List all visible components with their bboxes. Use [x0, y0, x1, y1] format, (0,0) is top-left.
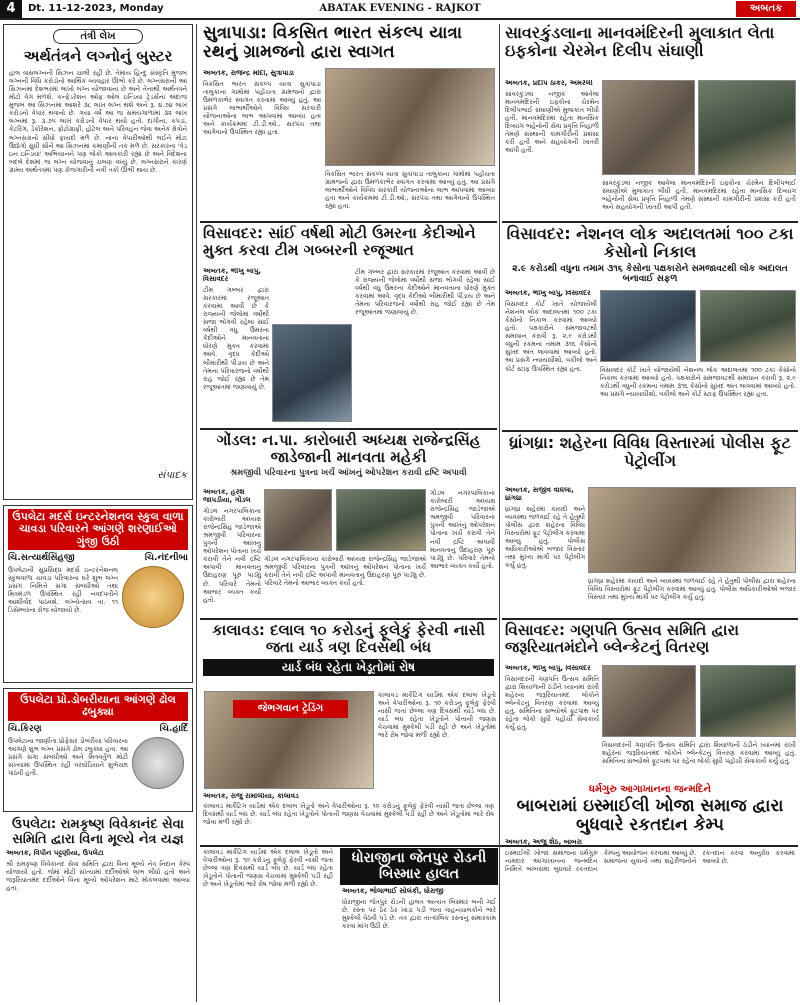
column-divider [499, 24, 500, 804]
lok-adalat-article [502, 224, 798, 428]
babra-kicker: ધર્મગુરુ આગાખાનના જન્મદિને [589, 784, 711, 795]
babra-byline: અબતક, અજુ શેઠ, બાબરા [505, 838, 582, 847]
kalavad-subtitle: યાર્ડ બંધ રહેતા ખેડૂતોમાં રોષ [203, 659, 494, 676]
editorial-box [3, 24, 193, 500]
visavadar-blanket-byline: અબતક, ભીખુ બાપુ, વિસાવદર [505, 665, 591, 672]
wedding-ad-1-body: ઉપલેટાની સુપ્રસિદ્ધ મદર્સ ઇન્ટરનેશનલ સ્કુલવાળા ચાવડા પરિવારના ઘરે શુભ લગ્ન પ્રસંગ નિમિત્તે સગા સંબંધીઓ તથા મિત્રમંડળ ઉપસ્થિત રહી નવદંપતીને આશીર્વાદ પાઠવશે. લગ્નોત્સવ તા. ૧૧ ડિસેમ્બરના રોજ યોજાયો છે. [8, 566, 118, 615]
lok-adalat-byline: અબતક, ભીખુ બાપુ, વિસાવદર [505, 290, 591, 297]
visavadar-prisoners-article [200, 224, 497, 426]
gondal-body: ગોંડલ નગરપાલિકાના કારોબારી અધ્યક્ષ રાજેન્દ્રસિંહ જાડેજાએ શ્રમજીવી પરિવારના પુત્રની આંખનું ઓપરેશન પોતાના ખર્ચે કરાવી તેને નવી દ્રષ્ટિ અપાવી માનવતાનું ઉદાહરણ પૂરું પાડ્યું છે. પરિવારે તેમનો આભાર વ્યક્ત કર્યો હતો. [203, 506, 261, 604]
wedding-ad-2-bride: ચિ.હાર્દિ [159, 723, 188, 734]
savarkundla-body-continued: સાવરકુંડલા નજીક આવેલા માનવમંદિરની ઇફ્કોના ચેરમેન દિલીપભાઈ સંઘાણીએ મુલાકાત લીધી હતી. માનવમંદિરમાં રહેતા માનસિક દિવ્યાંગ બહેનોની સેવા પ્રવૃત્તિ નિહાળી તેમણે સંસ્થાની કામગીરીની પ્રશંસા કરી હતી અને સહયોગની ખાતરી આપી હતી. [602, 179, 796, 212]
eye-camp-body: શ્રી રામકૃષ્ણ વિવેકાનંદ સેવા સમિતિ દ્વારા વિના મૂલ્યે નેત્ર નિદાન કેમ્પ યોજાયો હતો. જેમાં મોટી સંખ્યામાં દર્દીઓએ લાભ લીધો હતો અને જરૂરિયાતમંદ દર્દીઓને વિના મૂલ્યે ઓપરેશન માટે મોકલવામાં આવ્યા હતા. [6, 859, 190, 893]
sutrapada-article [200, 22, 497, 220]
editorial-signature: સંપાદક [157, 469, 187, 481]
lok-adalat-photo-2 [700, 290, 796, 362]
wedding-ad-2-body: ઉપલેટાના જાણીતા પ્રોફેસર ડોબરીયા પરિવારના આંગણે શુભ લગ્ન પ્રસંગે ઢોલ ઢબુક્યા હતા. આ પ્રસંગે સગા સંબંધીઓ અને મિત્રવર્તુળ મોટી સંખ્યામાં ઉપસ્થિત રહી વરઘોડિયાને શુભેચ્છા પાઠવી હતી. [8, 736, 128, 778]
sutrapada-photo [325, 68, 495, 166]
wedding-ad-1 [3, 505, 193, 683]
kalavad-body: કાલાવડ માર્કેટિંગ યાર્ડમાં એક દલાલ ખેડૂતો અને વેપારીઓના રૂ. ૧૦ કરોડનું ફૂલેકું ફેરવી નાસી જતા છેલ્લા ત્રણ દિવસથી યાર્ડ બંધ છે. યાર્ડ બંધ રહેતા ખેડૂતોને પોતાની જણસ વેચવામાં મુશ્કેલી પડી રહી છે અને ખેડૂતોમાં ભારે રોષ જોવા મળી રહ્યો છે. [378, 691, 496, 740]
kalavad-body-continued: કાલાવડ માર્કેટિંગ યાર્ડમાં એક દલાલ ખેડૂતો અને વેપારીઓના રૂ. ૧૦ કરોડનું ફૂલેકું ફેરવી નાસી જતા છેલ્લા ત્રણ દિવસથી યાર્ડ બંધ છે. યાર્ડ બંધ રહેતા ખેડૂતોને પોતાની જણસ વેચવામાં મુશ્કેલી પડી રહી છે અને ખેડૂતોમાં ભારે રોષ જોવા મળી રહ્યો છે. [203, 801, 494, 827]
editorial-kicker: તંત્રી લેખ [53, 29, 143, 44]
wedding-ad-2 [3, 688, 193, 812]
savarkundla-photo-1 [602, 80, 695, 175]
ganesha-icon [132, 737, 184, 789]
visavadar-prisoners-title: વિસાવદર: સાંઈ વર્ષથી મોટી ઉંમરના કેદીઓને મુક્ત કરવા ટીમ ગબ્બરની રજૂઆત [203, 224, 476, 259]
wedding-ad-1-groom: ચિ.સત્યાર્થસિંહજી [8, 552, 75, 563]
dhoraji-title: ધોરાજીના જેતપુર રોડની બિસ્માર હાલત [340, 848, 498, 885]
kalavad-body-lower-text: કાલાવડ માર્કેટિંગ યાર્ડમાં એક દલાલ ખેડૂતો અને વેપારીઓના રૂ. ૧૦ કરોડનું ફૂલેકું ફેરવી નાસી જતા છેલ્લા ત્રણ દિવસથી યાર્ડ બંધ છે. યાર્ડ બંધ રહેતા ખેડૂતોને પોતાની જણસ વેચવામાં મુશ્કેલી પડી રહી છે અને ખેડૂતોમાં ભારે રોષ જોવા મળી રહ્યો છે. [203, 848, 333, 889]
dhrangadhra-body: ધ્રાંગધ્રા શહેરમાં કાયદો અને વ્યવસ્થા જળવાઈ રહે તે હેતુથી પોલીસ દ્વારા શહેરના વિવિધ વિસ્તારોમાં ફૂટ પેટ્રોલીંગ કરવામાં આવ્યું હતું. પોલીસ અધિકારીઓએ બજાર વિસ્તાર તથા મુખ્ય માર્ગો પર પેટ્રોલીંગ કર્યું હતું. [505, 504, 585, 570]
visavadar-blanket-body-continued: વિસાવદરની ગણપતિ ઉત્સવ સમિતિ દ્વારા શિયાળાની ઠંડીને ધ્યાનમાં રાખી શહેરના જરૂરિયાતમંદ લોકોને બ્લેન્કેટનું વિતરણ કરવામાં આવ્યું હતું. સમિતિના સભ્યોએ ફૂટપાથ પર રહેતા લોકો સુધી પહોંચી સેવાકાર્ય કર્યું હતું. [602, 741, 796, 766]
lok-adalat-photo-1 [600, 290, 696, 362]
babra-body: ઇસ્માઈલી ખોજા સમાજના ધર્મગુરુ નામદાર આગાખાનના જન્મદિન નિમિત્તે બાબરામાં બુધવારે રકતદાન કેમ્પનું આયોજન કરવામાં આવ્યું છે. સમાજના યુવાનો તથા શહેરીજનોને રકતદાન કરવા અનુરોધ કરવામાં આવ્યો છે. [505, 849, 795, 874]
sutrapada-byline: અબતક, રાજેન્દ્ર મોદી, સુત્રાપાડા [203, 70, 294, 77]
blanket-photo-1 [602, 665, 696, 737]
visavadar-blanket-article [502, 621, 798, 781]
page-date: Dt. 11-12-2023, Monday [28, 3, 164, 14]
visavadar-blanket-title: વિસાવદર: ગણપતિ ઉત્સવ સમિતિ દ્વારા જરૂરિયાતમંદોને બ્લેન્કેટનું વિતરણ [505, 621, 739, 656]
wedding-ad-2-title: ઉપલેટા પ્રો.ડોબરીયાના આંગણે ઢોલ ઢબુક્યા [8, 692, 188, 721]
dhoraji-byline: અબતક, ભોલાભાઈ સોલંકી, ધોરાજી [342, 887, 444, 896]
page-header [0, 0, 800, 20]
sutrapada-body: વિકસિત ભારત સંકલ્પ યાત્રા સુત્રાપાડા તાલુકાના ગામોમાં પહોંચતા ગ્રામજનો દ્વારા ઉમળકાભેર સ્વાગત કરવામાં આવ્યું હતું. આ પ્રસંગે લાભાર્થીઓને વિવિધ સરકારી યોજનાઓના લાભ આપવામાં આવ્યા હતા અને કાર્યક્રમમાં ટી.ડી.ઓ., સરપંચ તથા આગેવાનો ઉપસ્થિત રહ્યા હતા. [203, 79, 321, 137]
savarkundla-body: સાવરકુંડલા નજીક આવેલા માનવમંદિરની ઇફ્કોના ચેરમેન દિલીપભાઈ સંઘાણીએ મુલાકાત લીધી હતી. માનવમંદિરમાં રહેતા માનસિક દિવ્યાંગ બહેનોની સેવા પ્રવૃત્તિ નિહાળી તેમણે સંસ્થાની કામગીરીની પ્રશંસા કરી હતી અને સહયોગની ખાતરી આપી હતી. [505, 89, 599, 155]
savarkundla-title: સાવરકુંડલાના માનવમંદિરની મુલાકાત લેતા ઇફ્કોના ચેરમેન દિલીપ સંઘાણી [505, 23, 775, 60]
babra-title: બાબરામાં ઇસ્માઈલી ખોજા સમાજ દ્વારા બુધવારે રકતદાન કેમ્પ [516, 796, 784, 836]
visavadar-prisoners-body: ટીમ ગબ્બર દ્વારા સરકારમાં રજૂઆત કરવામાં આવી છે કે રાજ્યની જેલોમાં વર્ષોથી સજા ભોગવી રહેલા સાંઈ વર્ષથી વધુ ઉંમરના કેદીઓને માનવતાના ધોરણે મુક્ત કરવામાં આવે. વૃદ્ધ કેદીઓ બીમારીથી પીડાય છે અને તેમના પરિવારજનો વર્ષોથી રાહ જોઈ રહ્યા છે તેમ રજૂઆતમાં જણાવાયું છે. [203, 285, 269, 391]
gondal-subtitle: શ્રમજીવી પરિવારના પુત્રના ખર્ચે આંખનું ઓપરેશન કરાવી દ્રષ્ટિ અપાવી [230, 467, 467, 478]
lok-adalat-title: વિસાવદર: નેશનલ લોક અદાલતમાં ૧૦૦ ટકા કેસોનો નિકાલ [506, 224, 794, 261]
shop-sign: જેભગવાન ટ્રેડિંગ [233, 700, 348, 718]
column-divider [196, 24, 197, 1002]
savarkundla-photo-2 [698, 80, 796, 175]
editorial-body: હાલ વાસલગ્નની સિઝન ચાલી રહી છે. તેમાંય હિન્દુ સંસ્કૃતિ મુજબ લગ્નની વિધિ કરોડોનો આર્થિક વ્યવહાર ઊભો કરે છે. લગ્નસરાની આ સિઝનમાં દેશભરમાં લાખો લગ્ન યોજાવાના છે અને તેનાથી અર્થતંત્રને મોટો વેગ મળશે. કન્ફેડરેશન ઓફ ઓલ ઇન્ડિયા ટ્રેડર્સના અંદાજ મુજબ આ સિઝનમાં આશરે ૩૮ લાખ લગ્ન થશે અને રૂ. ૪.૭૪ લાખ કરોડનો વેપાર થવાનો છે. ગયા વર્ષે આ જ સમયગાળામાં ૩૨ લાખ લગ્નમાં રૂ. ૩.૭૫ લાખ કરોડનો વેપાર થયો હતો. દાગીના, કપડાં, કેટરિંગ, ડેકોરેશન, ફોટોગ્રાફી, હોટેલ અને પરિવહન જેવા અનેક ક્ષેત્રોને લગ્નસરાનો સીધો ફાયદો મળે છે. નાના વેપારીઓથી લઈને મોટા ઉદ્યોગો સુધી સૌને આ સિઝનમાં કમાણીની તક મળે છે. સરકારના 'વેડ ઇન ઇન્ડિયા' અભિયાનને પણ લોકો આવકારી રહ્યા છે અને વિદેશના બદલે દેશમાં જ લગ્ન યોજવાનું ચલણ વધ્યું છે. લગ્નસરાને કારણે ગ્રામ્ય અર્થતંત્રમાં પણ રોજગારીની નવી તકો ઊભી થાય છે. [9, 68, 187, 174]
dhoraji-body: ધોરાજીના જેતપુર રોડની હાલત અત્યંત બિસ્માર બની ગઈ છે. રસ્તા પર ઠેર ઠેર ખાડા પડી જતા વાહનચાલકોને ભારે મુશ્કેલી વેઠવી પડે છે. તંત્ર દ્વારા તાત્કાલિક રસ્તાનું સમારકામ કરવા માંગ ઉઠી છે. [342, 898, 496, 931]
dhrangadhra-photo [588, 487, 796, 573]
speaker-photo [272, 324, 352, 422]
gondal-photo-2 [336, 489, 426, 551]
sutrapada-title: સુત્રાપાડા: વિકસિત ભારત સંકલ્પ યાત્રા રથનું ગ્રામજનો દ્વારા સ્વાગત [203, 23, 463, 63]
visavadar-prisoners-body-continued: ટીમ ગબ્બર દ્વારા સરકારમાં રજૂઆત કરવામાં આવી છે કે રાજ્યની જેલોમાં વર્ષોથી સજા ભોગવી રહેલા સાંઈ વર્ષથી વધુ ઉંમરના કેદીઓને માનવતાના ધોરણે મુક્ત કરવામાં આવે. વૃદ્ધ કેદીઓ બીમારીથી પીડાય છે અને તેમના પરિવારજનો વર્ષોથી રાહ જોઈ રહ્યા છે તેમ રજૂઆતમાં જણાવાયું છે. [355, 268, 495, 317]
kalavad-body-lower [200, 848, 336, 1002]
dhrangadhra-article [502, 433, 798, 616]
eye-camp-title: ઉપલેટા: રામકૃષ્ણ વિવેકાનંદ સેવા સમિતિ દ્વારા વિના મૂલ્યે નેત્ર યજ્ઞ [12, 817, 184, 847]
lok-adalat-body-continued: વિસાવદર કોર્ટ ખાતે યોજાયેલી નેશનલ લોક અદાલતમાં ૧૦૦ ટકા કેસોનો નિકાલ કરવામાં આવ્યો હતો. પક્ષકારોને સમજાવટથી સમાધાન કરાવી રૂ. ૨.૯ કરોડથી વધુની રકમના તમામ ૩૧૬ કેસોનો સુખદ અંત લાવવામાં આવ્યો હતો. આ પ્રસંગે ન્યાયાધીશો, વકીલો અને કોર્ટ સ્ટાફ ઉપસ્થિત રહ્યા હતા. [600, 366, 796, 399]
sutrapada-body-continued: વિકસિત ભારત સંકલ્પ યાત્રા સુત્રાપાડા તાલુકાના ગામોમાં પહોંચતા ગ્રામજનો દ્વારા ઉમળકાભેર સ્વાગત કરવામાં આવ્યું હતું. આ પ્રસંગે લાભાર્થીઓને વિવિધ સરકારી યોજનાઓના લાભ આપવામાં આવ્યા હતા અને કાર્યક્રમમાં ટી.ડી.ઓ., સરપંચ તથા આગેવાનો ઉપસ્થિત રહ્યા હતા. [325, 170, 495, 211]
dhrangadhra-byline: અબતક, સંજીવ વાઘેલા, ધ્રાંગધ્રા [505, 487, 574, 502]
lok-adalat-body: વિસાવદર કોર્ટ ખાતે યોજાયેલી નેશનલ લોક અદાલતમાં ૧૦૦ ટકા કેસોનો નિકાલ કરવામાં આવ્યો હતો. પક્ષકારોને સમજાવટથી સમાધાન કરાવી રૂ. ૨.૯ કરોડથી વધુની રકમના તમામ ૩૧૬ કેસોનો સુખદ અંત લાવવામાં આવ્યો હતો. આ પ્રસંગે ન્યાયાધીશો, વકીલો અને કોર્ટ સ્ટાફ ઉપસ્થિત રહ્યા હતા. [505, 299, 597, 373]
kalavad-byline-area [200, 793, 497, 843]
dhrangadhra-body-continued: ધ્રાંગધ્રા શહેરમાં કાયદો અને વ્યવસ્થા જળવાઈ રહે તે હેતુથી પોલીસ દ્વારા શહેરના વિવિધ વિસ્તારોમાં ફૂટ પેટ્રોલીંગ કરવામાં આવ્યું હતું. પોલીસ અધિકારીઓએ બજાર વિસ્તાર તથા મુખ્ય માર્ગો પર પેટ્રોલીંગ કર્યું હતું. [588, 577, 796, 602]
brand-logo: અબતક [736, 1, 796, 17]
visavadar-prisoners-byline: અબતક, ભીખુ બાપુ, વિસાવદર [203, 268, 262, 283]
babra-article [502, 783, 798, 1002]
gondal-byline: અબતક, હરેશ જાપડીયા, ગોંડલ [203, 489, 251, 504]
wedding-ad-1-bride: ચિ.નંદનીબા [144, 552, 188, 563]
lok-adalat-subtitle: ૨.૯ કરોડથી વધુના તમામ ૩૧૬ કેસોના પક્ષકારોને સમજાવટથી લોક અદાલત બનાવાઈ સફળ [512, 263, 788, 284]
kalavad-byline: અબતક, રાજુ રામોલીયા, કાલાવડ [203, 793, 299, 800]
wedding-ad-1-title: ઉપલેટા મદર્સ ઇન્ટરનેશનલ સ્કુલ વાળા ચાવડા પરિવારને આંગણે શરણાઈઓ ગુંજી ઉઠી [8, 509, 188, 550]
savarkundla-byline: અબતક, પ્રદીપ ઠાકર, અમરેલી [505, 80, 593, 87]
masthead: ABATAK EVENING - RAJKOT [319, 3, 481, 14]
gondal-photo-1 [264, 489, 332, 551]
wedding-ad-2-groom: ચિ.કિરણ [8, 723, 42, 734]
column-divider [499, 783, 500, 1002]
dhoraji-article [340, 848, 498, 1002]
ganesha-icon [122, 566, 184, 628]
kalavad-title: કાલાવડ: દલાલ ૧૦ કરોડનું ફૂલેકું ફેરવી નાસી જતા યાર્ડ ત્રણ દિવસથી બંધ [212, 621, 485, 656]
kalavad-photo [204, 691, 374, 789]
editorial-title: અર્થતંત્રને લગ્નોનું બુસ્ટર [23, 47, 173, 65]
gondal-body-continued: ગોંડલ નગરપાલિકાના કારોબારી અધ્યક્ષ રાજેન્દ્રસિંહ જાડેજાએ શ્રમજીવી પરિવારના પુત્રની આંખનું ઓપરેશન પોતાના ખર્ચે કરાવી તેને નવી દ્રષ્ટિ અપાવી માનવતાનું ઉદાહરણ પૂરું પાડ્યું છે. પરિવારે તેમનો આભાર વ્યક્ત કર્યો હતો. [430, 489, 495, 570]
gondal-article [200, 431, 497, 616]
blanket-photo-2 [700, 665, 796, 737]
page-number: 4 [0, 0, 22, 18]
savarkundla-article [502, 22, 798, 220]
visavadar-blanket-body: વિસાવદરની ગણપતિ ઉત્સવ સમિતિ દ્વારા શિયાળાની ઠંડીને ધ્યાનમાં રાખી શહેરના જરૂરિયાતમંદ લોકોને બ્લેન્કેટનું વિતરણ કરવામાં આવ્યું હતું. સમિતિના સભ્યોએ ફૂટપાથ પર રહેતા લોકો સુધી પહોંચી સેવાકાર્ય કર્યું હતું. [505, 674, 599, 732]
gondal-title: ગોંડલ: ન.પા. કારોબારી અધ્યક્ષ રાજેન્દ્રસિંહ જાડેજાની માનવતા મહેકી [216, 431, 481, 466]
eye-camp-byline: અબતક, વિપીન પટ્ટણીયા, ઉપલેટા [6, 849, 104, 858]
eye-camp-article [3, 816, 193, 1002]
kalavad-article [200, 621, 497, 791]
dhrangadhra-title: ધ્રાંગધ્રા: શહેરના વિવિધ વિસ્તારમાં પોલીસ ફૂટ પેટ્રોલીંગ [509, 433, 791, 470]
gondal-body-bottom: ગોંડલ નગરપાલિકાના કારોબારી અધ્યક્ષ રાજેન્દ્રસિંહ જાડેજાએ શ્રમજીવી પરિવારના પુત્રની આંખનું ઓપરેશન પોતાના ખર્ચે કરાવી તેને નવી દ્રષ્ટિ અપાવી માનવતાનું ઉદાહરણ પૂરું પાડ્યું છે. પરિવારે તેમનો આભાર વ્યક્ત કર્યો હતો. [264, 555, 426, 588]
